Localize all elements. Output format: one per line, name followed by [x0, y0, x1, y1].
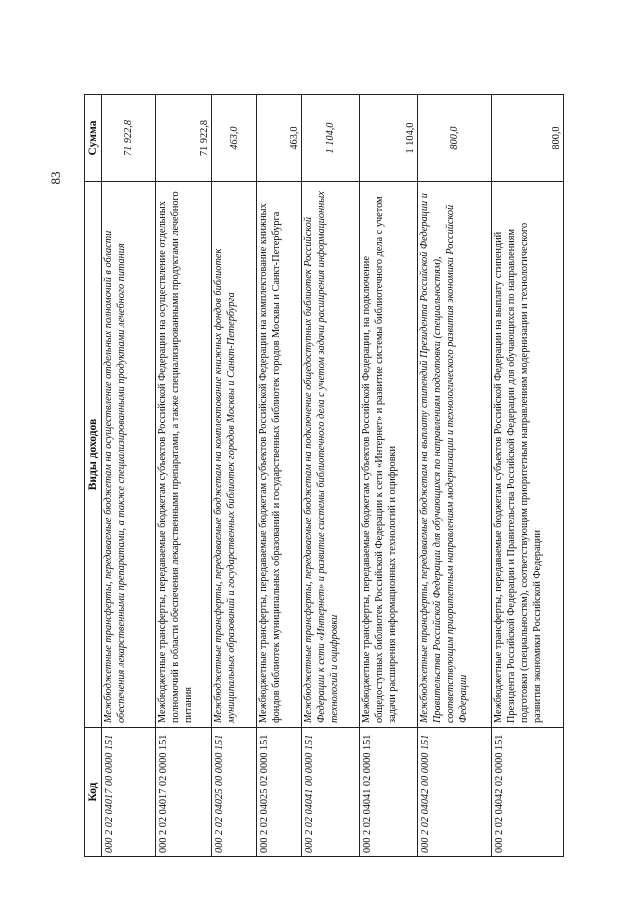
row-code: 000 2 02 04025 00 0000 151	[212, 728, 257, 857]
row-code: 000 2 02 04041 02 0000 151	[360, 728, 418, 857]
row-description: Межбюджетные трансферты, передаваемые бюджетам субъектов Российской Федерации на осуществление отдельных полномочий в области обеспечения лекарственными препаратами, а также специализированными продуктами лечебного питания	[156, 182, 212, 728]
row-description: Межбюджетные трансферты, передаваемые бюджетам субъектов Российской Федерации на выплату стипендий Президента Российской Федерации и Правительства Российской Федерации для обучающихся по направлениям подготовки (специальностям), соответствующим приоритетным направлениям модернизации и технологического развития экономики Российской Федерации	[492, 182, 564, 728]
row-code: 000 2 02 04017 02 0000 151	[156, 728, 212, 857]
rotated-table-container	[84, 95, 562, 857]
row-code: 000 2 02 04025 02 0000 151	[257, 728, 302, 857]
table-header-row	[85, 95, 102, 857]
row-code: 000 2 02 04042 00 0000 151	[418, 728, 492, 857]
row-description: Межбюджетные трансферты, передаваемые бюджетам субъектов Российской Федерации на комплектование книжных фондов библиотек муниципальных образований и государственных библиотек городов Москвы и Санкт-Петербурга	[257, 182, 302, 728]
header-code: Код	[85, 728, 102, 857]
row-sum: 800,0	[492, 95, 564, 182]
row-sum: 463,0	[212, 95, 257, 182]
table-row	[418, 95, 492, 857]
row-sum: 71 922,8	[156, 95, 212, 182]
table-row	[212, 95, 257, 857]
table-row	[257, 95, 302, 857]
row-description: Межбюджетные трансферты, передаваемые бюджетам на подключение общедоступных библиотек Российской Федерации к сети «Интернет» и развитие системы библиотечного дела с учетом задачи расширения информационных технологий и оцифровки	[302, 182, 360, 728]
table-row	[492, 95, 564, 857]
revenue-table	[84, 94, 564, 857]
row-code: 000 2 02 04041 00 0000 151	[302, 728, 360, 857]
table-row	[102, 95, 156, 857]
table-row	[360, 95, 418, 857]
row-sum: 1 104,0	[360, 95, 418, 182]
page-number: 83	[48, 171, 63, 185]
row-code: 000 2 02 04042 02 0000 151	[492, 728, 564, 857]
row-description: Межбюджетные трансферты, передаваемые бюджетам субъектов Российской Федерации, на подключение общедоступных библиотек Российской Федерации к сети «Интернет» и развитие системы библиотечного дела с учетом задачи расширения информационных технологий и оцифровки	[360, 182, 418, 728]
table-row	[302, 95, 360, 857]
row-description: Межбюджетные трансферты, передаваемые бюджетам на выплату стипендий Президента Российской Федерации и Правительства Российской Федерации для обучающихся по направлениям подготовки (специальностям), соответствующим приоритетным направлениям модернизации и технологического развития экономики Российской Федерации	[418, 182, 492, 728]
header-description: Виды доходов	[85, 182, 102, 728]
row-sum: 1 104,0	[302, 95, 360, 182]
row-description: Межбюджетные трансферты, передаваемые бюджетам на осуществление отдельных полномочий в области обеспечения лекарственными препаратами, а также специализированными продуктами лечебного питания	[102, 182, 156, 728]
table-row	[156, 95, 212, 857]
header-sum: Сумма	[85, 95, 102, 182]
row-sum: 463,0	[257, 95, 302, 182]
row-code: 000 2 02 04017 00 0000 151	[102, 728, 156, 857]
row-sum: 800,0	[418, 95, 492, 182]
row-sum: 71 922,8	[102, 95, 156, 182]
row-description: Межбюджетные трансферты, передаваемые бюджетам на комплектование книжных фондов библиотек муниципальных образований и государственных библиотек городов Москвы и Санкт-Петербурга	[212, 182, 257, 728]
